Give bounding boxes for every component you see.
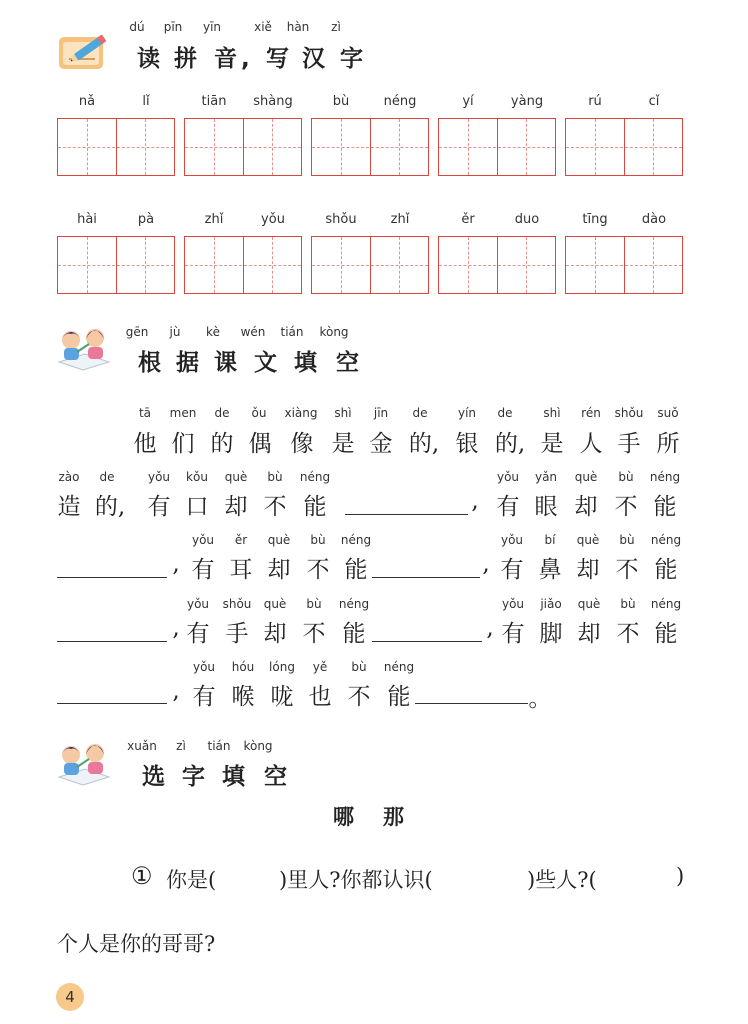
section3-title-pinyin-0: xuǎn xyxy=(127,739,157,753)
line1-char-0: 他 xyxy=(133,431,157,457)
line5-char-5: 不 xyxy=(347,684,371,710)
line3a-pinyin-4: néng xyxy=(340,533,372,547)
grid-pinyin: tīng xyxy=(582,212,608,227)
line4a-char-5: 能 xyxy=(342,621,366,647)
line4b-char-3: 却 xyxy=(577,621,601,647)
section3-title-pinyin-1: zì xyxy=(176,739,186,753)
grid-row1-box-3[interactable] xyxy=(438,94,556,176)
line3a-char-2: 耳 xyxy=(229,557,253,583)
line5-pinyin-4: bù xyxy=(351,660,367,674)
line4b-pinyin-0: yǒu xyxy=(501,597,525,611)
line2b-char-1: 有 xyxy=(496,494,520,520)
line3a-char-1: 有 xyxy=(191,557,215,583)
line5-end-0: 。 xyxy=(528,686,552,712)
question-1-number: ① xyxy=(131,862,153,890)
line1-char-1: 们 xyxy=(171,431,195,457)
line3b-pinyin-3: bù xyxy=(619,533,635,547)
line2a-pinyin-1: de xyxy=(99,470,115,484)
line4a-char-3: 却 xyxy=(263,621,287,647)
section2-title-pinyin-3: wén xyxy=(240,325,266,339)
line2b-char-3: 却 xyxy=(574,494,598,520)
grid-pinyin: nǎ xyxy=(78,94,96,109)
section3-title-pinyin-2: tián xyxy=(207,739,231,753)
page-number: 4 xyxy=(65,988,75,1006)
line4a-pinyin-1: shǒu xyxy=(222,597,252,611)
section3-title-pinyin-3: kòng xyxy=(243,739,273,753)
blank-throat[interactable] xyxy=(415,703,528,704)
line1-pinyin-12: shǒu xyxy=(614,406,644,420)
section1-title-pinyin-5: zì xyxy=(331,20,341,34)
section2-title-pinyin-1: jù xyxy=(169,325,181,339)
line5-char-1: 有 xyxy=(192,684,216,710)
section2-title-char-0: 根 xyxy=(138,350,165,376)
line3b-char-0: , xyxy=(482,551,490,577)
line5-pinyin-2: lóng xyxy=(269,660,295,674)
line1-pinyin-3: ǒu xyxy=(251,406,267,420)
line1-pinyin-7: de xyxy=(412,406,428,420)
line3a-pinyin-2: què xyxy=(267,533,291,547)
line1-char-13: 所 xyxy=(656,431,680,457)
page-number-badge xyxy=(56,983,84,1011)
grid-pinyin: zhǐ xyxy=(390,212,410,227)
line4b-char-4: 不 xyxy=(616,621,640,647)
section1-title-pinyin-0: dú xyxy=(129,20,145,34)
line3b-char-3: 却 xyxy=(576,557,600,583)
grid-pinyin: dào xyxy=(641,212,667,227)
line4a-char-2: 手 xyxy=(225,621,249,647)
section2-title-pinyin-2: kè xyxy=(206,325,220,339)
grid-row2-box-2[interactable] xyxy=(311,212,429,294)
line1-pinyin-2: de xyxy=(214,406,230,420)
line2a-char-6: 能 xyxy=(303,494,327,520)
section1-title-char-2: 音, xyxy=(214,46,254,72)
grid-row1-box-4[interactable] xyxy=(565,94,683,176)
grid-row1-box-0[interactable] xyxy=(57,94,175,176)
line2b-pinyin-1: yǎn xyxy=(534,470,558,484)
section2-title-char-2: 课 xyxy=(214,350,241,376)
line1-char-5: 是 xyxy=(331,431,355,457)
line2b-pinyin-3: bù xyxy=(618,470,634,484)
line2a-pinyin-3: kǒu xyxy=(186,470,208,484)
line3b-pinyin-1: bí xyxy=(544,533,556,547)
line5-pinyin-0: yǒu xyxy=(192,660,216,674)
line2b-char-4: 不 xyxy=(614,494,638,520)
line4a-pinyin-0: yǒu xyxy=(186,597,210,611)
line1-char-7: 的, xyxy=(408,431,440,457)
line3b-char-1: 有 xyxy=(500,557,524,583)
line5-pinyin-1: hóu xyxy=(231,660,255,674)
section2-title-pinyin-0: gēn xyxy=(125,325,149,339)
line1-pinyin-0: tā xyxy=(138,406,152,420)
grid-pinyin: hài xyxy=(77,212,97,227)
line2a-char-1: 的, xyxy=(94,494,126,520)
grid-pinyin: lǐ xyxy=(142,94,150,109)
line5-char-0: , xyxy=(172,678,180,704)
line4b-pinyin-2: què xyxy=(577,597,601,611)
line4a-char-1: 有 xyxy=(186,621,210,647)
grid-pinyin: zhǐ xyxy=(204,212,224,227)
line3a-char-5: 能 xyxy=(344,557,368,583)
line2b-char-2: 眼 xyxy=(534,494,558,520)
line1-char-3: 偶 xyxy=(248,431,272,457)
line5-pinyin-3: yě xyxy=(312,660,328,674)
line4a-pinyin-3: bù xyxy=(306,597,322,611)
line4a-pinyin-4: néng xyxy=(338,597,370,611)
line3a-pinyin-0: yǒu xyxy=(191,533,215,547)
line2a-pinyin-2: yǒu xyxy=(147,470,171,484)
line1-pinyin-1: men xyxy=(169,406,197,420)
line2a-char-3: 口 xyxy=(185,494,209,520)
line2b-pinyin-4: néng xyxy=(649,470,681,484)
line1-char-10: 是 xyxy=(540,431,564,457)
line4b-pinyin-3: bù xyxy=(620,597,636,611)
line2a-pinyin-6: néng xyxy=(299,470,331,484)
grid-pinyin: yí xyxy=(462,94,474,109)
line1-pinyin-9: de xyxy=(497,406,513,420)
line2b-pinyin-2: què xyxy=(574,470,598,484)
line1-pinyin-8: yín xyxy=(457,406,477,420)
line3a-char-0: , xyxy=(172,551,180,577)
section3-icon xyxy=(55,737,113,787)
section2-icon xyxy=(55,322,113,372)
section3-title-char-2: 填 xyxy=(222,764,249,790)
section1-title-pinyin-4: hàn xyxy=(286,20,310,34)
grid-pinyin: yàng xyxy=(510,94,544,109)
grid-pinyin: duo xyxy=(514,212,540,227)
grid-pinyin: cǐ xyxy=(648,94,660,109)
section2-title-pinyin-4: tián xyxy=(280,325,304,339)
grid-pinyin: shàng xyxy=(253,94,293,109)
line2b-char-0: , xyxy=(471,488,479,514)
section1-title-char-1: 拼 xyxy=(174,46,201,72)
line1-char-6: 金 xyxy=(369,431,393,457)
grid-row2-box-0[interactable] xyxy=(57,212,175,294)
line1-pinyin-6: jīn xyxy=(373,406,389,420)
line1-pinyin-4: xiàng xyxy=(284,406,318,420)
choice-na4: 那 xyxy=(383,804,404,829)
line1-char-12: 手 xyxy=(617,431,641,457)
line4b-char-0: , xyxy=(486,615,494,641)
line1-char-9: 的, xyxy=(494,431,526,457)
line4b-char-1: 有 xyxy=(501,621,525,647)
section1-title-char-4: 汉 xyxy=(302,46,329,72)
line3b-char-2: 鼻 xyxy=(538,557,562,583)
line3b-char-4: 不 xyxy=(615,557,639,583)
grid-row2-box-1[interactable] xyxy=(184,212,302,294)
grid-row2-box-3[interactable] xyxy=(438,212,556,294)
question-1-part-c: )些人?( xyxy=(527,868,597,892)
blank-hands[interactable] xyxy=(372,641,482,642)
line2a-char-4: 却 xyxy=(224,494,248,520)
question-1-line2: 个人是你的哥哥? xyxy=(57,932,216,956)
line3a-pinyin-1: ěr xyxy=(234,533,248,547)
line5-pinyin-5: néng xyxy=(383,660,415,674)
line1-char-8: 银 xyxy=(455,431,479,457)
line2b-pinyin-0: yǒu xyxy=(496,470,520,484)
line3b-pinyin-2: què xyxy=(576,533,600,547)
grid-pinyin: shǒu xyxy=(325,212,357,227)
section3-title-char-0: 选 xyxy=(142,764,169,790)
line2a-pinyin-5: bù xyxy=(267,470,283,484)
line3b-char-5: 能 xyxy=(654,557,678,583)
line5-char-2: 喉 xyxy=(231,684,255,710)
section1-title-char-3: 写 xyxy=(266,46,293,72)
grid-pinyin: bù xyxy=(332,94,350,109)
question-1-part-a: 你是( xyxy=(166,868,217,892)
line3b-pinyin-0: yǒu xyxy=(500,533,524,547)
line4b-pinyin-4: néng xyxy=(650,597,682,611)
question-1-part-b: )里人?你都认识( xyxy=(279,868,433,892)
section3-title-char-1: 字 xyxy=(182,764,209,790)
blank-mouth[interactable] xyxy=(345,514,468,515)
line5-char-6: 能 xyxy=(387,684,411,710)
line4b-char-5: 能 xyxy=(654,621,678,647)
blank-feet[interactable] xyxy=(57,703,167,704)
blank-nose[interactable] xyxy=(57,641,167,642)
grid-row2-box-4[interactable] xyxy=(565,212,683,294)
line5-char-4: 也 xyxy=(308,684,332,710)
line3a-pinyin-3: bù xyxy=(310,533,326,547)
section1-icon xyxy=(57,27,113,73)
line4a-pinyin-2: què xyxy=(263,597,287,611)
choice-na3: 哪 xyxy=(333,804,354,829)
section1-title-char-5: 字 xyxy=(340,46,367,72)
section2-title-char-5: 空 xyxy=(336,350,363,376)
blank-ears[interactable] xyxy=(372,577,480,578)
grid-row1-box-2[interactable] xyxy=(311,94,429,176)
grid-pinyin: yǒu xyxy=(261,212,285,227)
line4b-char-2: 脚 xyxy=(539,621,563,647)
line1-pinyin-5: shì xyxy=(334,406,352,420)
section1-title-pinyin-1: pīn xyxy=(163,20,183,34)
line4a-char-0: , xyxy=(172,615,180,641)
grid-row1-box-1[interactable] xyxy=(184,94,302,176)
line4a-char-4: 不 xyxy=(302,621,326,647)
section2-title-pinyin-5: kòng xyxy=(319,325,349,339)
grid-row-1 xyxy=(0,94,748,176)
line3a-char-4: 不 xyxy=(306,557,330,583)
line1-pinyin-13: suǒ xyxy=(657,406,679,420)
grid-row-2 xyxy=(0,212,748,294)
grid-pinyin: tiān xyxy=(201,94,227,109)
line3a-char-3: 却 xyxy=(267,557,291,583)
grid-pinyin: ěr xyxy=(461,212,475,227)
section2-title-char-4: 填 xyxy=(294,350,321,376)
grid-pinyin: rú xyxy=(588,94,602,109)
line1-char-4: 像 xyxy=(290,431,314,457)
section3-title-char-3: 空 xyxy=(264,764,291,790)
line2a-char-2: 有 xyxy=(147,494,171,520)
section1-title-pinyin-2: yīn xyxy=(202,20,222,34)
line2a-pinyin-0: zào xyxy=(58,470,80,484)
line2a-char-0: 造 xyxy=(57,494,81,520)
grid-pinyin: néng xyxy=(383,94,417,109)
line2b-char-5: 能 xyxy=(653,494,677,520)
line1-pinyin-11: rén xyxy=(581,406,601,420)
blank-eyes[interactable] xyxy=(57,577,167,578)
line1-char-2: 的 xyxy=(210,431,234,457)
line2a-pinyin-4: què xyxy=(224,470,248,484)
section1-title-char-0: 读 xyxy=(137,46,164,72)
section2-title-char-3: 文 xyxy=(254,350,281,376)
section1-title-pinyin-3: xiě xyxy=(254,20,272,34)
line1-char-11: 人 xyxy=(579,431,603,457)
line3b-pinyin-4: néng xyxy=(650,533,682,547)
line2a-char-5: 不 xyxy=(263,494,287,520)
section2-title-char-1: 据 xyxy=(176,350,203,376)
question-1-part-d: ) xyxy=(676,864,685,888)
line1-pinyin-10: shì xyxy=(543,406,561,420)
line4b-pinyin-1: jiǎo xyxy=(540,597,562,611)
line5-char-3: 咙 xyxy=(270,684,294,710)
grid-pinyin: pà xyxy=(137,212,155,227)
